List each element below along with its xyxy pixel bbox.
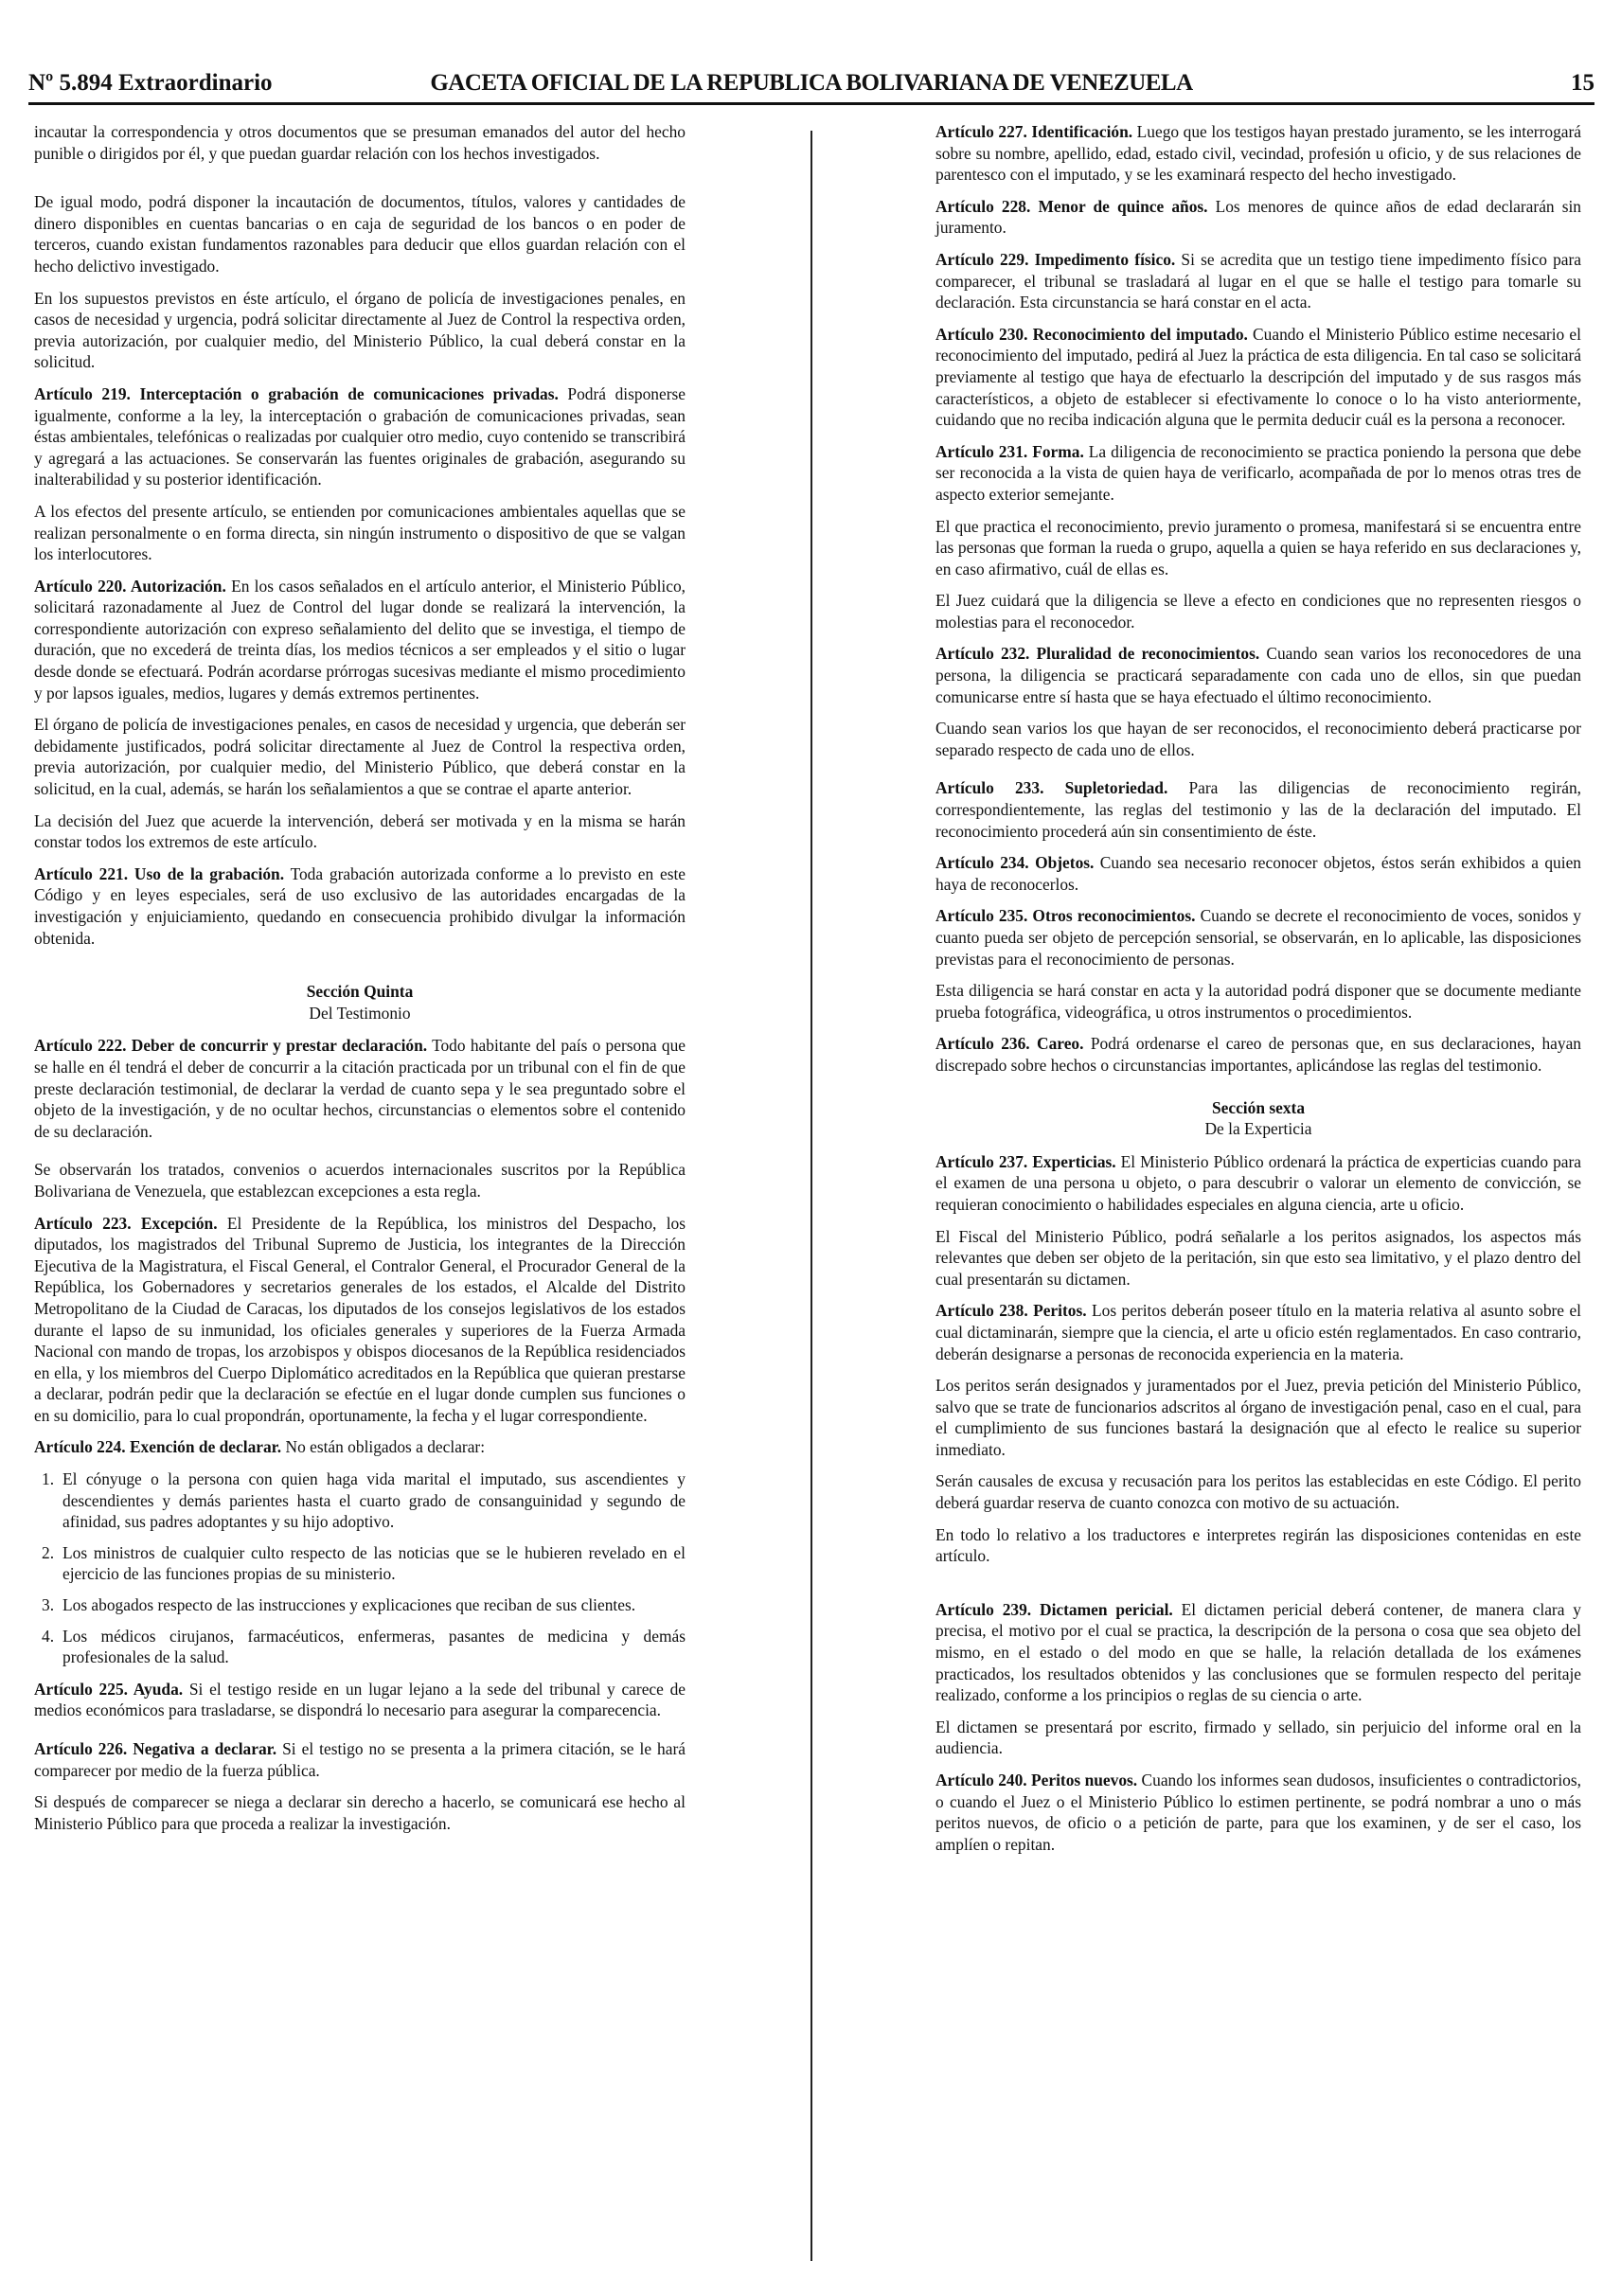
list-item: 1. El cónyuge o la persona con quien haga vida marital el imputado, sus ascendientes y descendientes y demás parientes hasta el cuarto grado de consanguinidad y segundo de afinidad, sus padres adoptantes y su hijo adoptivo. [42,1469,686,1532]
article-title: Artículo 233. Supletoriedad. [935,778,1168,798]
article-text: Los peritos deberán poseer título en la materia relativa al asunto sobre el cual dictaminarán, siempre que la ciencia, el arte u oficio estén reglamentados. En caso contrario, deberán designarse a personas de reconocida experiencia en la materia. [935,1301,1581,1363]
paragraph: Cuando sean varios los que hayan de ser reconocidos, el reconocimiento deberá practicarse por separado respecto de cada uno de ellos. [935,719,1581,759]
article-238 [935,1300,1581,1364]
article-text: Si el testigo no se presenta a la primera citación, se le hará comparecer por medio de la fuerza pública. [34,1739,686,1780]
list-item: 4. Los médicos cirujanos, farmacéuticos, enfermeras, pasantes de medicina y demás profesionales de la salud. [42,1626,686,1667]
left-column [34,121,686,1844]
right-column [935,121,1581,1865]
paragraph: A los efectos del presente artículo, se entienden por comunicaciones ambientales aquellas que se realizan personalmente o en forma directa, sin ningún instrumento o dispositivo de que se valgan los interlocutores. [34,501,686,564]
article-233 [935,777,1581,842]
article-230 [935,324,1581,431]
article-text: Podrá ordenarse el careo de personas que, en sus declaraciones, hayan discrepado sobre hechos o circunstancias importantes, aplicándose las reglas del testimonio. [935,1034,1581,1075]
article-title: Artículo 237. Experticias. [935,1151,1116,1171]
article-text: Cuando se decrete el reconocimiento de voces, sonidos y cuanto pueda ser objeto de percepción sensorial, se observarán, en lo aplicable, las disposiciones previstas para el reconocimiento de personas. [935,906,1582,969]
article-title: Artículo 229. Impedimento físico. [935,249,1176,269]
article-234 [935,852,1581,895]
article-title: Artículo 219. Interceptación o grabación de comunicaciones privadas. [34,383,559,403]
list-item: 2. Los ministros de cualquier culto respecto de las noticias que se le hubieren revelado en el ejercicio de las funciones propias de su ministerio. [42,1542,686,1584]
article-228 [935,196,1581,239]
article-222 [34,1035,686,1142]
article-text: El dictamen pericial deberá contener, de manera clara y precisa, el motivo por el cual se practica, la descripción de la persona o cosa que sea objeto del mismo, en el estado o del modo en que se halle, la relación detallada de los exámenes practicados, los resultados obtenidos y las conclusiones que se formulen respecto del peritaje realizado, conforme a los principios o reglas de su ciencia o arte. [935,1599,1582,1705]
article-text: Los menores de quince años de edad declararán sin juramento. [935,196,1581,238]
article-227 [935,121,1581,186]
article-text: El Presidente de la República, los ministros del Despacho, los diputados, los magistrados del Tribunal Supremo de Justicia, los integrantes de la Dirección Ejecutiva de la Magistratura, el Fiscal General, el Contralor General, el Procurador General de la República, los Gobernadores y secretarios generales de los estados, el Alcalde del Distrito Metropolitano de la Ciudad de Caracas, los diputados de los consejos legislativos de los estados durante el lapso de su inmunidad, los oficiales generales y superiores de la Fuerza Armada Nacional con mando de tropas, los arzobispos y obispos diocesanos de la República residenciados en ella, y los miembros del Cuerpo Diplomático acreditados en la República que quieran prestarse a declarar, podrán pedir que la declaración se efectúe en el lugar donde cumplen sus funciones o en su domicilio, para lo cual propondrán, oportunamente, la fecha y el lugar correspondiente. [34,1213,686,1425]
article-title: Artículo 227. Identificación. [935,122,1133,141]
article-title: Artículo 231. Forma. [935,441,1084,461]
article-240 [935,1770,1581,1855]
issue-number: Nº 5.894 Extraordinario [28,70,273,96]
article-title: Artículo 224. Exención de declarar. [34,1437,282,1457]
article-224 [34,1436,686,1458]
section-heading [34,981,686,1023]
gazette-title: GACETA OFICIAL DE LA REPUBLICA BOLIVARIANA DE VENEZUELA [430,70,1193,96]
article-231 [935,441,1581,506]
article-title: Artículo 240. Peritos nuevos. [935,1771,1138,1789]
article-title: Artículo 230. Reconocimiento del imputado. [935,324,1248,344]
article-title: Artículo 236. Careo. [935,1034,1084,1054]
paragraph: Esta diligencia se hará constar en acta y la autoridad podrá disponer que se documente mediante prueba fotográfica, videográfica, u otros instrumentos o procedimientos. [935,981,1581,1022]
article-text: Cuando el Ministerio Público estime necesario el reconocimiento del imputado, pedirá al Juez la práctica de esta diligencia. En tal caso se solicitará previamente al testigo que haya de efectuarlo la descripción del imputado y de sus rasgos más característicos, a objeto de establecer si efectivamente lo conoce o lo ha visto anteriormente, cuidando que no reciba indicación alguna que le permita deducir cuál es la persona a reconocer. [935,324,1581,430]
article-text: La diligencia de reconocimiento se practica poniendo la persona que debe ser reconocida a la vista de quien haya de verificarlo, acompañada de por lo menos otras tres de aspecto exterior semejante. [935,441,1582,504]
article-title: Artículo 225. Ayuda. [34,1679,184,1699]
article-text: Cuando sean varios los reconocedores de una persona, la diligencia se practicará separadamente con cada uno de ellos, sin que puedan comunicarse entre sí hasta que se haya efectuado el último reconocimiento. [935,644,1581,706]
paragraph: incautar la correspondencia y otros documentos que se presuman emanados del autor del hecho punible o dirigidos por él, y que puedan guardar relación con los hechos investigados. [34,122,686,163]
article-223 [34,1213,686,1427]
article-title: Artículo 223. Excepción. [34,1213,218,1233]
section-heading [935,1097,1581,1140]
paragraph: La decisión del Juez que acuerde la intervención, deberá ser motivada y en la misma se harán constar todos los extremos de este artículo. [34,810,686,852]
section-title: Sección Quinta [306,982,414,1002]
article-239 [935,1599,1581,1706]
paragraph: El Juez cuidará que la diligencia se lleve a efecto en condiciones que no representen riesgos o molestias para el reconocedor. [935,591,1581,632]
paragraph: De igual modo, podrá disponer la incautación de documentos, títulos, valores y cantidades de dinero disponibles en cuentas bancarias o en caja de seguridad de los bancos o en poder de terceros, cuando existan fundamentos razonables para deducir que ellos guardan relación con el hecho delictivo investigado. [34,192,686,276]
article-text: Luego que los testigos hayan prestado juramento, se les interrogará sobre su nombre, apellido, edad, estado civil, vecindad, profesión u oficio, y de sus relaciones de parentesco con el imputado, y se les examinará respecto del hecho investigado. [935,122,1582,185]
paragraph: El que practica el reconocimiento, previo juramento o promesa, manifestará si se encuentra entre las personas que forman la rueda o grupo, aquella a quien se haya referido en sus declaraciones y, en caso afirmativo, cuál de ellas es. [935,516,1581,578]
article-text: En los casos señalados en el artículo anterior, el Ministerio Público, solicitará razonadamente al Juez de Control del lugar donde se realizará la intervención, la correspondiente autorización con expreso señalamiento del delito que se investiga, el tiempo de duración, que no excederá de treinta días, los medios técnicos a ser empleados y el sitio o lugar desde donde se efectuará. Podrán acordarse prórrogas sucesivas mediante el mismo procedimiento y por lapsos iguales, medios, lugares y demás extremos pertinentes. [34,576,686,703]
article-219 [34,383,686,490]
article-text: Para las diligencias de reconocimiento regirán, correspondientemente, las reglas del testimonio y las de la declaración del imputado. El reconocimiento procederá aún sin consentimiento de éste. [935,778,1582,841]
article-221 [34,863,686,949]
article-235 [935,905,1581,970]
article-title: Artículo 232. Pluralidad de reconocimientos. [935,644,1260,664]
article-title: Artículo 234. Objetos. [935,853,1095,873]
article-225 [34,1679,686,1721]
article-title: Artículo 239. Dictamen pericial. [935,1599,1173,1619]
article-237 [935,1151,1581,1216]
paragraph: Serán causales de excusa y recusación para los peritos las establecidas en este Código. El perito deberá guardar reserva de cuanto conozca con motivo de su actuación. [935,1471,1581,1513]
article-236 [935,1033,1581,1076]
section-title: Sección sexta [1211,1097,1306,1117]
article-title: Artículo 238. Peritos. [935,1301,1087,1321]
paragraph: En los supuestos previstos en éste artículo, el órgano de policía de investigaciones penales, en casos de necesidad y urgencia, podrá solicitar directamente al Juez de Control la respectiva orden, previa autorización, por cualquier medio, del Ministerio Público, la cual deberá constar en la solicitud. [34,288,686,372]
article-text: El Ministerio Público ordenará la práctica de experticias cuando para el examen de una persona u objeto, o para descubrir o valorar un elemento de convicción, se requieran conocimiento o habilidades especiales en alguna ciencia, arte u oficio. [935,1151,1581,1214]
article-title: Artículo 220. Autorización. [34,576,226,596]
article-title: Artículo 235. Otros reconocimientos. [935,906,1196,926]
article-text: Cuando sea necesario reconocer objetos, éstos serán exhibidos a quien haya de reconocerlos. [935,853,1581,894]
section-subtitle: De la Experticia [1204,1119,1312,1139]
article-title: Artículo 222. Deber de concurrir y prestar declaración. [34,1036,428,1056]
paragraph: El órgano de policía de investigaciones penales, en casos de necesidad y urgencia, que deberán ser debidamente justificados, podrá solicitar directamente al Juez de Control la respectiva orden, previa autorización, por cualquier medio, del Ministerio Público, que deberá constar en la solicitud, en la cual, además, se harán los señalamientos a que se contrae el aparte anterior. [34,715,686,799]
article-text: Cuando los informes sean dudosos, insuficientes o contradictorios, o cuando el Juez o el Ministerio Público lo estimen pertinente, se podrá nombrar a uno o más peritos nuevos, de oficio o a petición de parte, para que los examinen, y de ser el caso, los amplíen o repitan. [935,1771,1581,1854]
article-title: Artículo 226. Negativa a declarar. [34,1739,277,1758]
paragraph: El dictamen se presentará por escrito, firmado y sellado, sin perjuicio del informe oral en la audiencia. [935,1717,1581,1758]
page-header [28,70,1594,105]
page-number: 15 [1571,70,1594,96]
paragraph: Se observarán los tratados, convenios o acuerdos internacionales suscritos por la República Bolivariana de Venezuela, que establezcan excepciones a esta regla. [34,1160,686,1201]
article-text: No están obligados a declarar: [281,1437,486,1457]
article-text: Si se acredita que un testigo tiene impedimento físico para comparecer, el tribunal se trasladará al lugar en el que se halle el testigo para tomarle su declaración. Esta circunstancia se hará constar en el acta. [935,249,1581,312]
paragraph: Los peritos serán designados y juramentados por el Juez, previa petición del Ministerio Público, salvo que se trate de funcionarios adscritos al órgano de investigación penal, caso en el cual, para el cumplimiento de sus funciones bastará la designación que al efecto le realice su superior inmediato. [935,1376,1581,1459]
article-title: Artículo 228. Menor de quince años. [935,196,1208,216]
list-item: 3. Los abogados respecto de las instrucciones y explicaciones que reciban de sus clientes. [42,1595,636,1615]
paragraph: Si después de comparecer se niega a declarar sin derecho a hacerlo, se comunicará ese hecho al Ministerio Público para que proceda a realizar la investigación. [34,1792,686,1833]
article-text: Si el testigo reside en un lugar lejano a la sede del tribunal y carece de medios económicos para trasladarse, se dispondrá lo necesario para asegurar la comparecencia. [34,1679,686,1720]
article-220 [34,576,686,704]
section-subtitle: Del Testimonio [309,1003,411,1023]
article-title: Artículo 221. Uso de la grabación. [34,863,285,883]
paragraph: El Fiscal del Ministerio Público, podrá señalarle a los peritos asignados, los aspectos más relevantes que deben ser objeto de la peritación, sin que esto sea limitativo, y el plazo dentro del cual presentarán su dictamen. [935,1226,1581,1289]
article-232 [935,643,1581,707]
column-divider [810,131,812,2261]
article-text: Podrá disponerse igualmente, conforme a la ley, la interceptación o grabación de comunicaciones privadas, sean éstas ambientales, telefónicas o realizadas por cualquier otro medio, cuyo contenido se transcribirá y agregará a las actuaciones. Se conservarán las fuentes originales de grabación, asegurando su inalterabilidad y su posterior identificación. [34,383,686,489]
article-229 [935,249,1581,313]
article-text: Todo habitante del país o persona que se halle en él tendrá el deber de concurrir a la citación practicada por un tribunal con el fin de que preste declaración testimonial, de declarar la verdad de cuanto sepa y le sea preguntado sobre el objeto de la investigación, y de no ocultar hechos, circunstancias o elementos sobre el contenido de su declaración. [34,1036,686,1141]
exemption-list [34,1468,686,1668]
article-226 [34,1738,686,1781]
article-text: Toda grabación autorizada conforme a lo previsto en este Código y en leyes especiales, será de uso exclusivo de las autoridades encargadas de la investigación y enjuiciamiento, quedando en consecuencia prohibido divulgar la información obtenida. [34,863,686,948]
paragraph: En todo lo relativo a los traductores e interpretes regirán las disposiciones contenidas en este artículo. [935,1524,1581,1566]
